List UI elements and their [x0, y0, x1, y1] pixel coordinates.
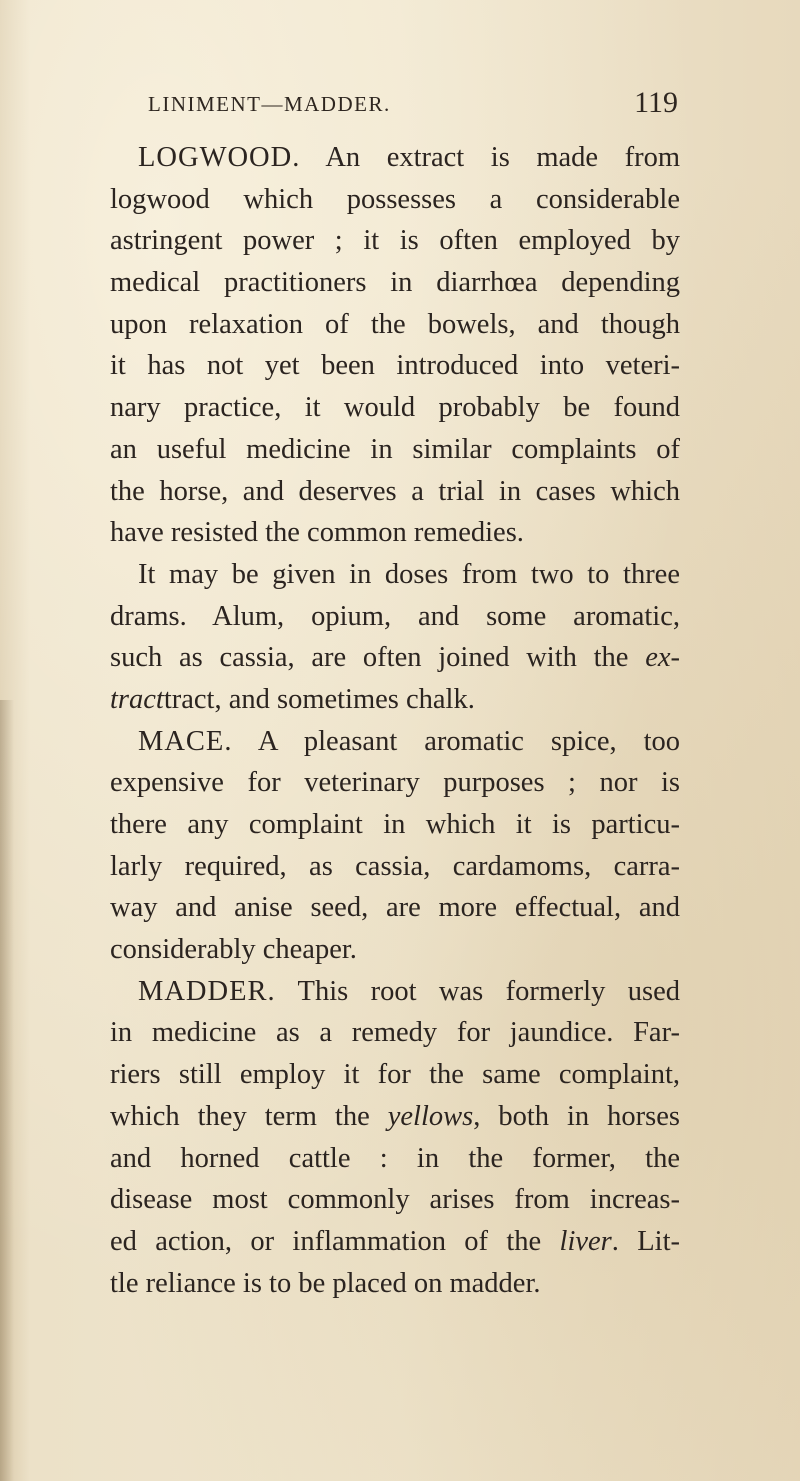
text-line: an useful medicine in similar complaints of [110, 433, 680, 465]
running-head: LINIMENT—MADDER. [148, 92, 391, 116]
entry-term: MADDER. [138, 975, 276, 1007]
entry-term: MACE. [138, 725, 233, 757]
text-line: the horse, and deserves a trial in cases which [110, 475, 680, 507]
text-line: It may be given in doses from two to three [138, 558, 680, 590]
paragraph-madder [110, 971, 680, 1305]
italic-word: liver [559, 1225, 612, 1257]
paragraph-dosage [110, 554, 680, 721]
text-line: larly required, as cassia, cardamoms, carra- [110, 850, 680, 882]
text-line: expensive for veterinary purposes ; nor is [110, 767, 680, 799]
text-line: which they term the yellows, both in horses [110, 1100, 680, 1132]
text-line: there any complaint in which it is particu- [110, 809, 680, 840]
text-line: ed action, or inflammation of the liver. Lit- [110, 1225, 680, 1257]
text-line: riers still employ it for the same complaint, [110, 1059, 680, 1091]
text-line: MACE. A pleasant aromatic spice, too [138, 725, 680, 757]
text-line: such as cassia, are often joined with the ex- [110, 642, 680, 674]
text-line: way and anise seed, are more effectual, and [110, 892, 680, 924]
page-edge-shadow [0, 700, 14, 1481]
text-line: drams. Alum, opium, and some aromatic, [110, 600, 680, 632]
text-line: upon relaxation of the bowels, and though [110, 308, 680, 340]
text-line: disease most commonly arises from increas- [110, 1184, 680, 1216]
entry-term: LOGWOOD. [138, 142, 301, 173]
body-text [110, 137, 680, 1304]
text-line: nary practice, it would probably be found [110, 392, 680, 424]
italic-word: tract [110, 683, 164, 715]
page-header [148, 86, 678, 126]
text-line: it has not yet been introduced into veteri- [110, 350, 680, 382]
page-number: 119 [634, 86, 678, 119]
text-line: tracttract, and sometimes chalk. [110, 683, 475, 715]
text-line: considerably cheaper. [110, 934, 357, 966]
text-line: astringent power ; it is often employed by [110, 225, 680, 257]
paragraph-logwood [110, 137, 680, 554]
paragraph-mace [110, 721, 680, 971]
text-line: tle reliance is to be placed on madder. [110, 1267, 541, 1299]
text-line: LOGWOOD. An extract is made from [138, 142, 680, 173]
text-line: have resisted the common remedies. [110, 517, 524, 549]
text-line: medical practitioners in diarrhœa depending [110, 267, 680, 299]
italic-word: yellows [387, 1100, 474, 1132]
italic-word: ex- [645, 642, 680, 674]
text-line: logwood which possesses a considerable [110, 183, 680, 215]
text-line: MADDER. This root was formerly used [138, 975, 680, 1007]
text-line: and horned cattle : in the former, the [110, 1142, 680, 1174]
text-line: in medicine as a remedy for jaundice. Far- [110, 1017, 680, 1049]
